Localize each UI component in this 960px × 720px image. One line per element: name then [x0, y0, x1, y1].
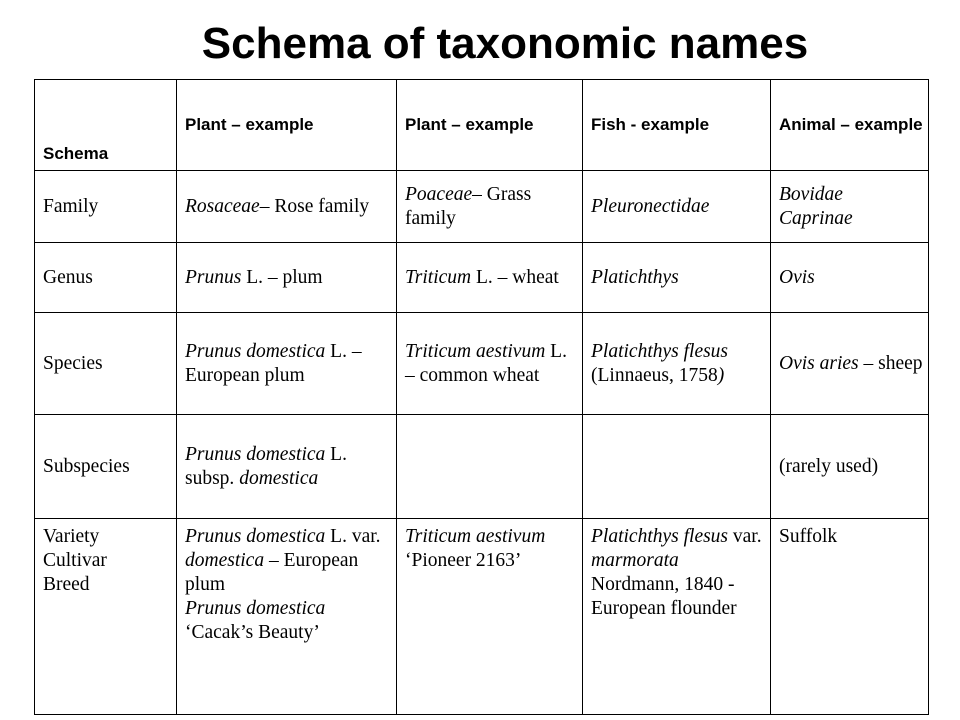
taxon-name: Triticum: [405, 266, 472, 288]
row-label-subspecies: Subspecies: [35, 415, 177, 519]
cell-subspecies-plant-1: [177, 415, 397, 519]
row-label-species: Species: [35, 313, 177, 415]
taxon-name: Ovis aries: [779, 352, 859, 374]
row-label-family: Family: [35, 171, 177, 243]
common-name: – Grass family: [405, 183, 532, 229]
label-variety: Variety: [43, 526, 100, 547]
header-schema: Schema: [35, 80, 177, 171]
label-cultivar: Cultivar: [43, 550, 107, 571]
taxon-name: Platichthys: [591, 266, 679, 288]
cell-genus-plant-2: [397, 243, 583, 313]
cultivar-name: ‘Cacak’s Beauty’: [185, 622, 320, 643]
common-name: L. – wheat: [471, 266, 559, 288]
taxon-name: Triticum aestivum: [405, 526, 546, 547]
taxon-name: Caprinae: [779, 207, 853, 229]
page-title: Schema of taxonomic names: [201, 19, 809, 68]
header-fish-example: Fish - example: [583, 80, 771, 171]
cell-genus-plant-1: [177, 243, 397, 313]
authority: Nordmann, 1840 - European flounder: [591, 574, 737, 619]
common-name: – European plum: [185, 550, 359, 595]
taxon-name: Prunus domestica: [185, 598, 326, 619]
cell-species-fish: [583, 313, 771, 415]
row-label-variety: [35, 519, 177, 715]
cell-family-animal: [771, 171, 929, 243]
taxon-name: Prunus domestica: [185, 443, 326, 465]
row-variety: [35, 519, 929, 715]
row-subspecies: [35, 415, 929, 519]
common-name: L. – plum: [241, 266, 323, 288]
cell-species-animal: [771, 313, 929, 415]
label-breed: Breed: [43, 574, 90, 595]
row-species: [35, 313, 929, 415]
rank-marker: L. var.: [325, 526, 381, 547]
cell-variety-plant-1: [177, 519, 397, 715]
cell-family-plant-2: [397, 171, 583, 243]
taxon-name: domestica: [239, 467, 319, 489]
cell-subspecies-plant-2: [397, 415, 583, 519]
taxon-name: Prunus domestica: [185, 526, 326, 547]
taxon-name: Pleuronectidae: [591, 195, 710, 217]
taxonomy-table: [34, 79, 929, 715]
cell-variety-fish: [583, 519, 771, 715]
taxon-name: Prunus domestica: [185, 340, 326, 362]
header-plant-example-1: Plant – example: [177, 80, 397, 171]
taxon-name: Platichthys flesus: [591, 526, 729, 547]
taxon-name: Platichthys flesus: [591, 340, 729, 362]
taxon-name: Ovis: [779, 266, 815, 288]
cell-subspecies-fish: [583, 415, 771, 519]
common-name: – sheep: [858, 352, 923, 374]
header-row: [35, 80, 929, 171]
taxon-name: domestica: [185, 550, 265, 571]
taxon-name: Bovidae: [779, 183, 843, 205]
cell-family-fish: [583, 171, 771, 243]
cell-variety-plant-2: [397, 519, 583, 715]
row-label-genus: Genus: [35, 243, 177, 313]
cell-family-plant-1: [177, 171, 397, 243]
common-name: L. – European plum: [185, 340, 362, 386]
cell-species-plant-2: [397, 313, 583, 415]
cell-subspecies-animal: (rarely used): [771, 415, 929, 519]
common-name: – Rose family: [259, 195, 370, 217]
cell-variety-animal: Suffolk: [771, 519, 929, 715]
header-plant-example-2: Plant – example: [397, 80, 583, 171]
rank-marker: var.: [728, 526, 762, 547]
row-family: [35, 171, 929, 243]
taxon-name: Prunus: [185, 266, 242, 288]
taxon-name: Rosaceae: [185, 195, 260, 217]
cultivar-name: ‘Pioneer 2163’: [405, 550, 522, 571]
common-name: L. – common wheat: [405, 340, 567, 386]
authority-close: ): [717, 364, 725, 386]
cell-genus-animal: [771, 243, 929, 313]
taxon-name: Poaceae: [405, 183, 473, 205]
authority: (Linnaeus, 1758: [591, 364, 718, 386]
taxon-name: Triticum aestivum: [405, 340, 546, 362]
header-animal-example: Animal – example: [771, 80, 929, 171]
rank-marker: L. subsp.: [185, 443, 347, 489]
row-genus: [35, 243, 929, 313]
cell-species-plant-1: [177, 313, 397, 415]
taxon-name: marmorata: [591, 550, 679, 571]
cell-genus-fish: [583, 243, 771, 313]
